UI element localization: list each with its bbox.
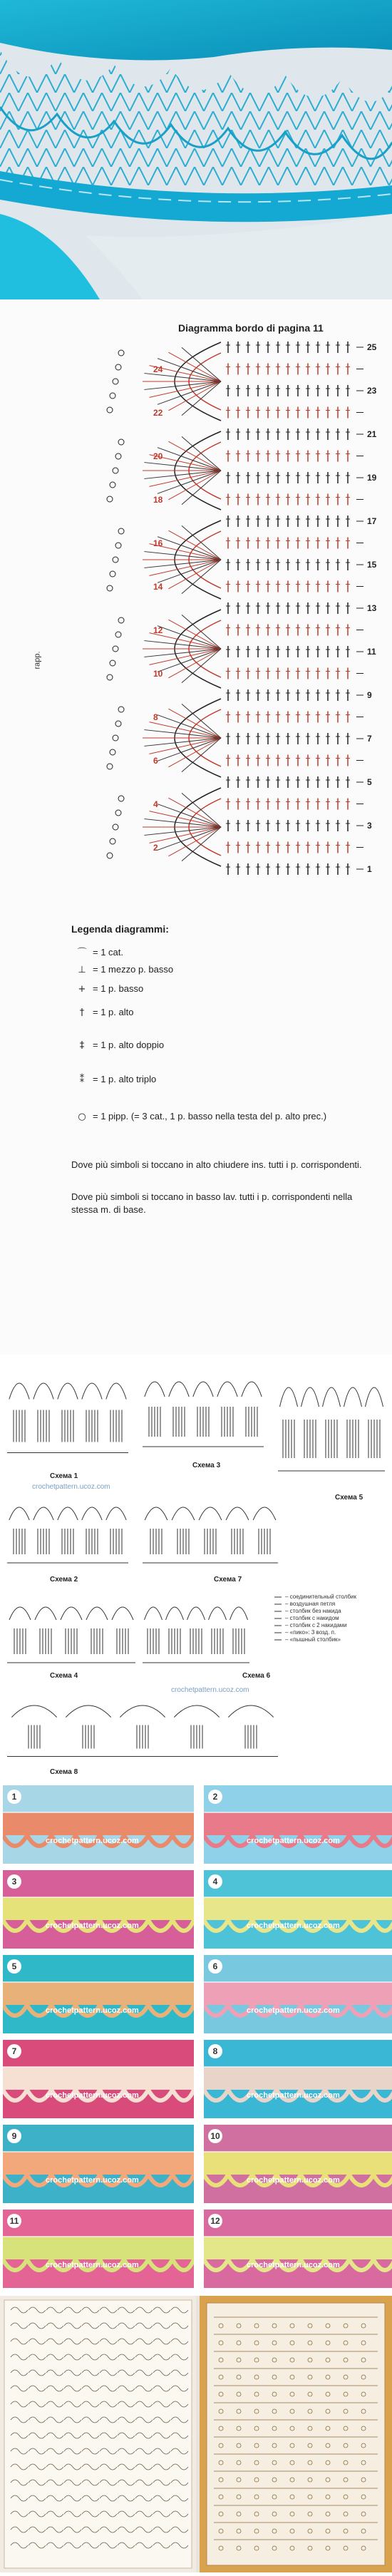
scheme-arc [230,1607,248,1620]
half-double-icon: ⊥ [78,965,86,975]
legend-item: † = 1 p. alto [71,1007,371,1018]
scheme-arc [323,1387,341,1407]
fan-spoke [182,615,221,649]
picot-mark [113,379,118,384]
scheme-arc [172,1507,195,1520]
scheme-arc [61,1607,82,1620]
picot-mark [118,617,124,623]
scheme-arc [199,1507,222,1520]
lace-band [3,1982,194,2005]
scheme-drawing [7,1705,278,1757]
edging-photo-tile[interactable] [204,2040,392,2118]
scheme-arc [301,1387,319,1407]
crochet-diagram [0,299,392,913]
scheme-arc [253,1507,276,1520]
legend-item: ⁑ = 1 p. alto triplo [71,1074,371,1085]
tile-number: 7 [7,2044,21,2058]
collage-art [0,2296,392,2572]
tile-number: 1 [7,1790,21,1804]
watermark: crochetpattern.ucoz.com [46,2091,139,2100]
fan-spoke [182,560,221,594]
scheme-arc [66,1705,110,1718]
book-pages-collage [0,2296,392,2572]
edging-photo-tile[interactable] [3,2210,194,2288]
fan-spoke [150,471,221,486]
picot-mark [118,707,124,712]
row-number: 15 [367,560,377,570]
tile-number: 3 [7,1874,21,1889]
row-number: 2 [153,842,158,853]
scheme-arc [58,1507,78,1520]
scheme-arc [11,1705,56,1718]
row-number: 8 [153,712,158,722]
fan-spoke [182,436,221,471]
scheme-arc [187,1607,205,1620]
scheme-arc [58,1383,78,1400]
scheme-arc [106,1507,126,1520]
fan-spoke [182,793,221,827]
row-number: 12 [153,625,163,635]
picot-mark [107,496,113,502]
watermark: crochetpattern.ucoz.com [247,2006,340,2015]
fan-spoke [150,827,221,843]
tile-art [3,1785,194,1864]
legend-title: Legenda diagrammi: [71,923,169,935]
scheme-label: Схема 5 [335,1494,363,1502]
row-number: 6 [153,755,158,766]
picot-mark [107,674,113,680]
edging-photo-tile[interactable] [3,2125,194,2203]
lace-band [3,2067,194,2090]
edging-photo-tile[interactable] [204,1870,392,1949]
fan-spoke [182,381,221,416]
treble-crochet-icon: ‡ [79,1040,85,1051]
lace-band [204,1897,392,1920]
edging-photo-tile[interactable] [204,2125,392,2203]
picot-mark [110,571,115,577]
picot-mark [115,543,121,548]
tile-art [3,2125,194,2203]
picot-mark [118,796,124,801]
scheme-arc [82,1383,102,1400]
watermark: crochetpattern.ucoz.com [46,2176,139,2185]
row-number: 3 [367,821,372,831]
watermark: crochetpattern.ucoz.com [247,1837,340,1845]
legend-item: ○ = 1 pipp. (= 3 cat., 1 p. basso nella testa del p. alto prec.) [71,1111,371,1122]
watermark: crochetpattern.ucoz.com [171,1686,249,1694]
scheme-arc [280,1387,298,1407]
scheme-sheet [0,1355,392,1782]
diagram-rows [226,342,363,875]
row-number: 1 [367,864,372,874]
scheme-arc [112,1607,133,1620]
scheme-arc [166,1607,184,1620]
scheme-drawing [143,1507,278,1563]
legend-item: + = 1 p. basso [71,983,371,995]
lace-band [204,2237,392,2259]
scheme-drawing [7,1383,128,1453]
tile-art [204,2040,392,2118]
scheme-arc [145,1607,163,1620]
tile-number: 11 [7,2214,21,2228]
picot-mark [113,468,118,473]
picot-mark [115,810,121,816]
watermark: crochetpattern.ucoz.com [46,2261,139,2269]
picot-mark [118,528,124,534]
fan-spoke [182,471,221,505]
row-number: 11 [367,647,376,657]
scheme-arc [35,1607,56,1620]
diagram-side-label: rapp. [33,651,42,669]
tile-number: 6 [208,1959,222,1974]
lace-band [204,2067,392,2090]
scheme-arc [106,1383,126,1400]
row-number: 17 [367,516,377,526]
watermark: crochetpattern.ucoz.com [247,1921,340,1930]
picot-mark [110,393,115,399]
diagram-title: Diagramma bordo di pagina 11 [178,322,324,334]
scheme-arc [169,1382,189,1397]
legend-item: ‡ = 1 p. alto doppio [71,1040,371,1051]
lace-band [3,2237,194,2259]
fan-spoke [182,347,221,381]
picot-mark [110,660,115,666]
legend-item: ⊥ = 1 mezzo p. basso [71,964,371,975]
fan-spoke [150,811,221,827]
watermark: crochetpattern.ucoz.com [247,2261,340,2269]
tile-art [3,1870,194,1949]
scheme-arc [33,1383,53,1400]
row-number: 22 [153,407,163,418]
edging-photo-tile[interactable] [3,2040,194,2118]
picot-mark [115,453,121,459]
picot-mark [110,749,115,755]
legend-note-bottom: Dove più simboli si toccano in basso lav. tutti i p. corrispondenti nella stessa m. di base. [71,1191,353,1215]
picot-mark [113,557,118,563]
row-number: 21 [367,429,377,439]
watermark: crochetpattern.ucoz.com [247,2176,340,2185]
watermark: crochetpattern.ucoz.com [46,1837,139,1845]
lace-band [204,1812,392,1835]
scheme-arc [344,1387,362,1407]
picot-mark [115,721,121,727]
lace-band [3,2152,194,2175]
picot-mark [107,764,113,769]
row-number: 19 [367,473,377,483]
edging-photo-tile[interactable] [3,1870,194,1949]
row-number: 16 [153,538,163,548]
fan-spoke [150,560,221,575]
watermark: crochetpattern.ucoz.com [46,1921,139,1930]
legend-note-top: Dove più simboli si toccano in alto chiudere ins. tutti i p. corrispondenti. [71,1159,362,1170]
tile-art [204,2210,392,2288]
row-number: 24 [153,364,163,374]
tile-art [3,1955,194,2033]
edging-photo-tile[interactable] [204,1955,392,2033]
lace-band [3,1812,194,1835]
russian-legend: – соединительный столбик – воздушная петля – столбик без накида – столбик с накидом – столбик с 2 накидами – «пико»: 3 возд. п. – «пышный столбик» [285,1594,357,1643]
lace-band [3,1897,194,1920]
picot-mark [110,482,115,488]
scheme-label: Схема 1 [50,1472,78,1480]
scheme-label: Схема 8 [50,1768,78,1776]
picot-mark [107,407,113,413]
picot-icon: ○ [78,1112,86,1122]
picot-mark [118,439,124,445]
lace-photo-art [0,0,392,299]
tile-number: 2 [208,1790,222,1804]
row-number: 5 [367,777,372,787]
fan-spoke [150,649,221,664]
picot-mark [110,838,115,844]
scheme-arc [120,1705,165,1718]
scheme-label: Схема 4 [50,1672,78,1680]
tile-art [204,2125,392,2203]
scheme-arc [209,1607,227,1620]
tile-number: 10 [208,2129,222,2143]
scheme-drawing [143,1607,249,1663]
scheme-arc [242,1382,262,1397]
fan-spoke [182,704,221,738]
row-number: 14 [153,581,163,592]
row-number: 10 [153,668,163,679]
scheme-arc [9,1507,29,1520]
single-crochet-icon: + [78,984,86,995]
scheme-arc [9,1383,29,1400]
watermark: crochetpattern.ucoz.com [32,1483,110,1491]
scheme-drawing [7,1607,135,1663]
fan-spoke [182,525,221,560]
lace-photo [0,0,392,299]
scheme-arc [9,1607,31,1620]
lace-band [204,2152,392,2175]
scheme-arc [145,1507,167,1520]
edging-photo-grid [0,1782,392,2296]
picot-mark [113,824,118,830]
picot-mark [113,646,118,652]
picot-mark [107,853,113,858]
picot-mark [115,364,121,370]
row-number: 23 [367,386,377,396]
scheme-arc [86,1607,108,1620]
scheme-drawing [7,1507,128,1563]
double-crochet-icon: † [79,1007,85,1018]
tile-art [3,2210,194,2288]
row-number: 9 [367,690,372,700]
row-number: 13 [367,603,377,613]
row-number: 20 [153,451,163,461]
row-number: 18 [153,494,163,505]
fan-spoke [182,649,221,683]
fan-spoke [182,738,221,772]
picot-mark [113,735,118,741]
legend-item: ⌒ = 1 cat. [71,945,371,958]
row-number: 7 [367,734,372,744]
scheme-arc [226,1507,249,1520]
scheme-arc [174,1705,219,1718]
fan-spoke [150,722,221,738]
edging-photo-tile[interactable] [3,1785,194,1864]
scheme-drawing [143,1382,264,1447]
fan-spoke [150,738,221,754]
edging-photo-tile[interactable] [3,1955,194,2033]
scheme-label: Схема 3 [192,1462,221,1469]
scheme-label: Схема 6 [242,1672,271,1680]
tile-number: 4 [208,1874,222,1889]
edging-photo-tile[interactable] [204,2210,392,2288]
picot-mark [107,585,113,591]
scheme-arc [217,1382,237,1397]
tile-art [204,1955,392,2033]
watermark: crochetpattern.ucoz.com [46,2006,139,2015]
tile-number: 8 [208,2044,222,2058]
scheme-arc [228,1705,273,1718]
scheme-arc [33,1507,53,1520]
scheme-arc [193,1382,213,1397]
fan-spoke [150,381,221,397]
lace-band [204,1982,392,2005]
picot-mark [118,350,124,356]
double-treble-icon: ⁑ [79,1074,85,1085]
tile-number: 12 [208,2214,222,2228]
chain-icon: ⌒ [77,948,87,958]
scheme-drawing [278,1387,385,1471]
tile-art [204,1870,392,1949]
row-number: 25 [367,342,377,352]
scheme-label: Схема 2 [50,1576,78,1584]
scheme-drawings [0,1355,392,1782]
scheme-arc [82,1507,102,1520]
diagram-chart [43,339,378,902]
watermark: crochetpattern.ucoz.com [247,2091,340,2100]
picot-mark [115,632,121,637]
tile-number: 9 [7,2129,21,2143]
scheme-label: Схема 7 [214,1576,242,1584]
scheme-arc [366,1387,383,1407]
diagram-fans [107,342,221,866]
tile-number: 5 [7,1959,21,1974]
diagram-legend [0,913,392,1355]
tile-art [204,1785,392,1864]
fan-spoke [182,827,221,861]
fan-spoke [150,633,221,649]
row-number: 4 [153,799,158,809]
tile-art [3,2040,194,2118]
scheme-arc [145,1382,165,1397]
edging-photo-tile[interactable] [204,1785,392,1864]
